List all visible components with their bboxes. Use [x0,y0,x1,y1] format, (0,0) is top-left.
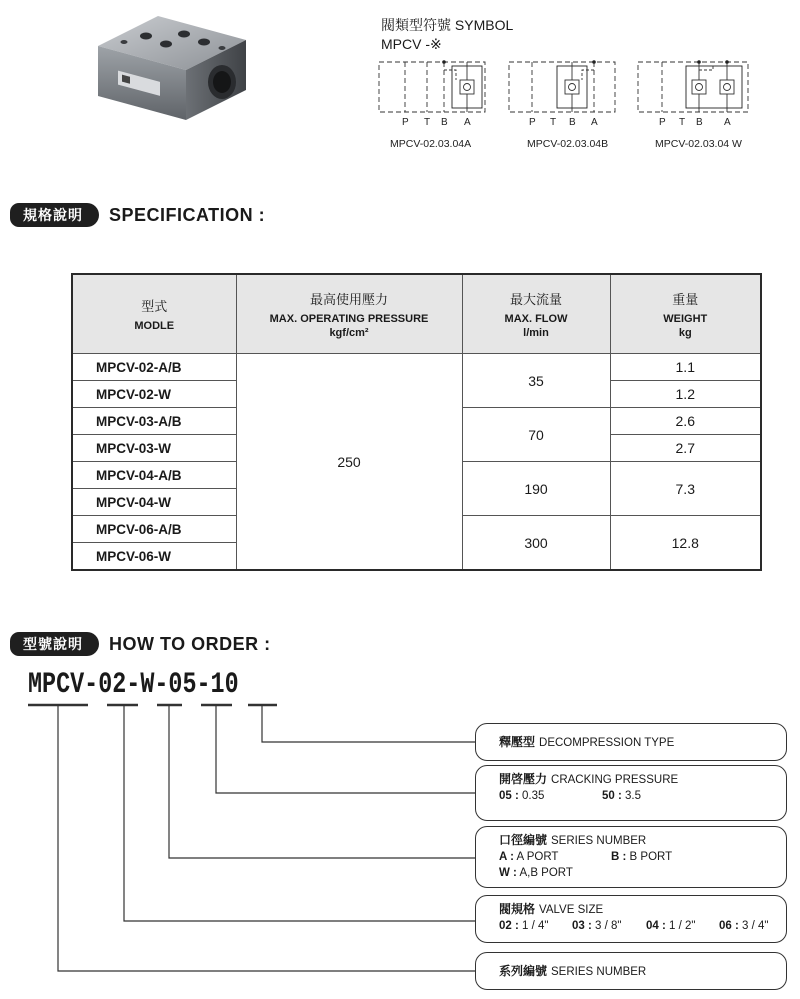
weight-cell: 1.2 [610,381,761,408]
port-label-b: B [441,117,448,128]
order-badge: 型號說明 [10,632,99,656]
order-section-header [10,632,271,656]
weight-cell: 1.1 [610,354,761,381]
port-label-a: A [464,117,471,128]
header-pressure: 最高使用壓力 MAX. OPERATING PRESSURE kgf/cm² [236,274,462,354]
port-label-p: P [402,117,409,128]
port-label-p: P [659,117,666,128]
valve-product-photo [86,8,256,128]
port-label-t: T [424,117,431,128]
weight-cell: 2.7 [610,435,761,462]
model-cell: MPCV-02-W [72,381,236,408]
symbol-subtitle: MPCV -※ [381,36,442,52]
symbol-caption-b: MPCV-02.03.04B [527,138,609,150]
flow-cell: 190 [462,462,610,516]
valve-size-box: 閥規格 VALVE SIZE 02 : 1 / 4" 03 : 3 / 8" 04 : 1 / 2" 06 : 3 / 4" [475,895,787,943]
weight-cell: 2.6 [610,408,761,435]
family-series-box: 系列編號 SERIES NUMBER [475,952,787,990]
header-flow: 最大流量 MAX. FLOW l/min [462,274,610,354]
symbol-title: 閥類型符號 SYMBOL [381,17,514,33]
flow-cell: 70 [462,408,610,462]
spec-badge: 規格說明 [10,203,99,227]
cracking-pressure-box: 開啓壓力 CRACKING PRESSURE 05 : 0.35 50 : 3.5 [475,765,787,821]
model-cell: MPCV-04-W [72,489,236,516]
order-title: HOW TO ORDER : [109,633,271,654]
weight-cell: 12.8 [610,516,761,571]
weight-cell: 7.3 [610,462,761,516]
pressure-cell: 250 [236,354,462,571]
model-cell: MPCV-06-W [72,543,236,571]
port-label-t: T [550,117,557,128]
port-label-a: A [591,117,598,128]
port-label-a: A [724,117,731,128]
port-label-b: B [569,117,576,128]
flow-cell: 35 [462,354,610,408]
model-cell: MPCV-03-W [72,435,236,462]
port-label-b: B [696,117,703,128]
model-cell: MPCV-02-A/B [72,354,236,381]
spec-table [71,273,762,571]
decompression-type-box: 釋壓型 DECOMPRESSION TYPE [475,723,787,761]
symbol-caption-w: MPCV-02.03.04 W [655,138,742,150]
port-label-p: P [529,117,536,128]
spec-section-header [10,203,265,227]
flow-cell: 300 [462,516,610,571]
port-label-t: T [679,117,686,128]
header-weight: 重量 WEIGHT kg [610,274,761,354]
series-number-box: 口徑編號 SERIES NUMBER A : A PORT B : B PORT W : A,B PORT [475,826,787,888]
header-model: 型式 MODLE [72,274,236,354]
model-cell: MPCV-04-A/B [72,462,236,489]
order-code: MPCV-02-W-05-10 [28,668,239,702]
symbol-caption-a: MPCV-02.03.04A [390,138,472,150]
valve-symbols [372,58,792,153]
table-row [72,354,761,381]
model-cell: MPCV-06-A/B [72,516,236,543]
model-cell: MPCV-03-A/B [72,408,236,435]
spec-title: SPECIFICATION : [109,204,266,225]
